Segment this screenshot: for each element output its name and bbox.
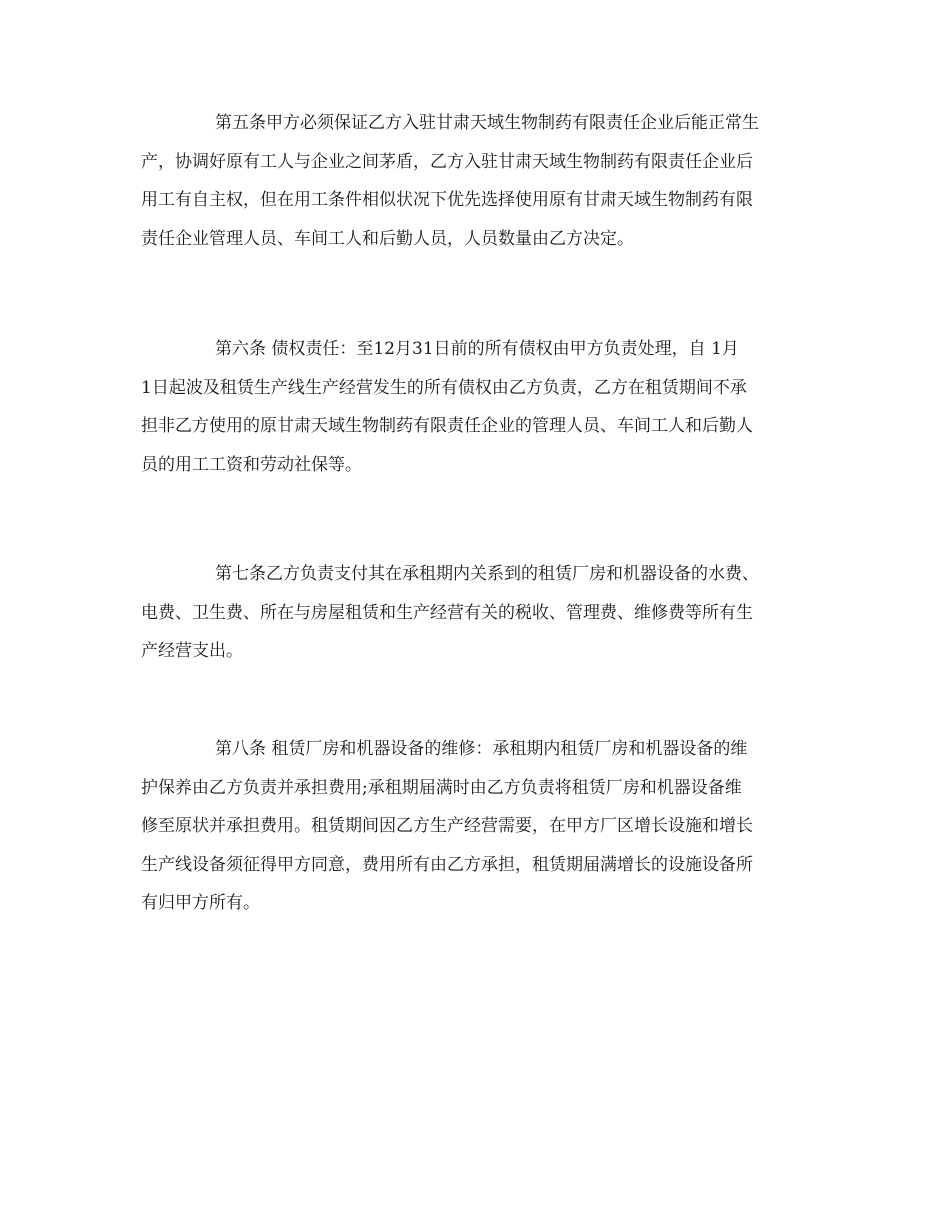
text-line: 产，协调好原有工人与企业之间茅盾，乙方入驻甘肃天域生物制药有限责任企业后 xyxy=(141,151,753,172)
text-line: 生产线设备须征得甲方同意，费用所有由乙方承担，租赁期届满增长的设施设备所 xyxy=(141,854,753,875)
text-line: 产经营支出。 xyxy=(141,641,243,661)
paragraph-article-7 xyxy=(141,555,821,671)
text-line: 1日起波及租赁生产线生产经营发生的所有债权由乙方负责，乙方在租赁期间不承 xyxy=(141,377,747,398)
text-line: 电费、卫生费、所在与房屋租赁和生产经营有关的税收、管理费、维修费等所有生 xyxy=(141,602,753,623)
text-line: 担非乙方使用的原甘肃天域生物制药有限责任企业的管理人员、车间工人和后勤人 xyxy=(141,416,753,436)
text-line: 有归甲方所有。 xyxy=(141,893,260,913)
text-line: 第五条甲方必须保证乙方入驻甘肃天域生物制药有限责任企业后能正常生 xyxy=(215,113,759,133)
paragraph-article-8 xyxy=(141,730,821,923)
text-line: 第八条 租赁厂房和机器设备的维修：承租期内租赁厂房和机器设备的维 xyxy=(215,739,748,759)
text-line: 护保养由乙方负责并承担费用;承租期届满时由乙方负责将租赁厂房和机器设备维 xyxy=(141,777,742,798)
text-line: 员的用工工资和劳动社保等。 xyxy=(141,454,362,475)
paragraph-article-5 xyxy=(141,104,821,258)
text-line: 用工有自主权，但在用工条件相似状况下优先选择使用原有甘肃天域生物制药有限 xyxy=(141,190,753,210)
text-line: 修至原状并承担费用。租赁期间因乙方生产经营需要，在甲方厂区增长设施和增长 xyxy=(141,816,753,836)
text-line: 责任企业管理人员、车间工人和后勤人员，人员数量由乙方决定。 xyxy=(141,228,634,249)
text-line: 第六条 债权责任：至12月31日前的所有债权由甲方负责处理，自 1月 xyxy=(215,339,739,359)
paragraph-article-6 xyxy=(141,330,821,484)
text-line: 第七条乙方负责支付其在承租期内关系到的租赁厂房和机器设备的水费、 xyxy=(215,564,759,584)
